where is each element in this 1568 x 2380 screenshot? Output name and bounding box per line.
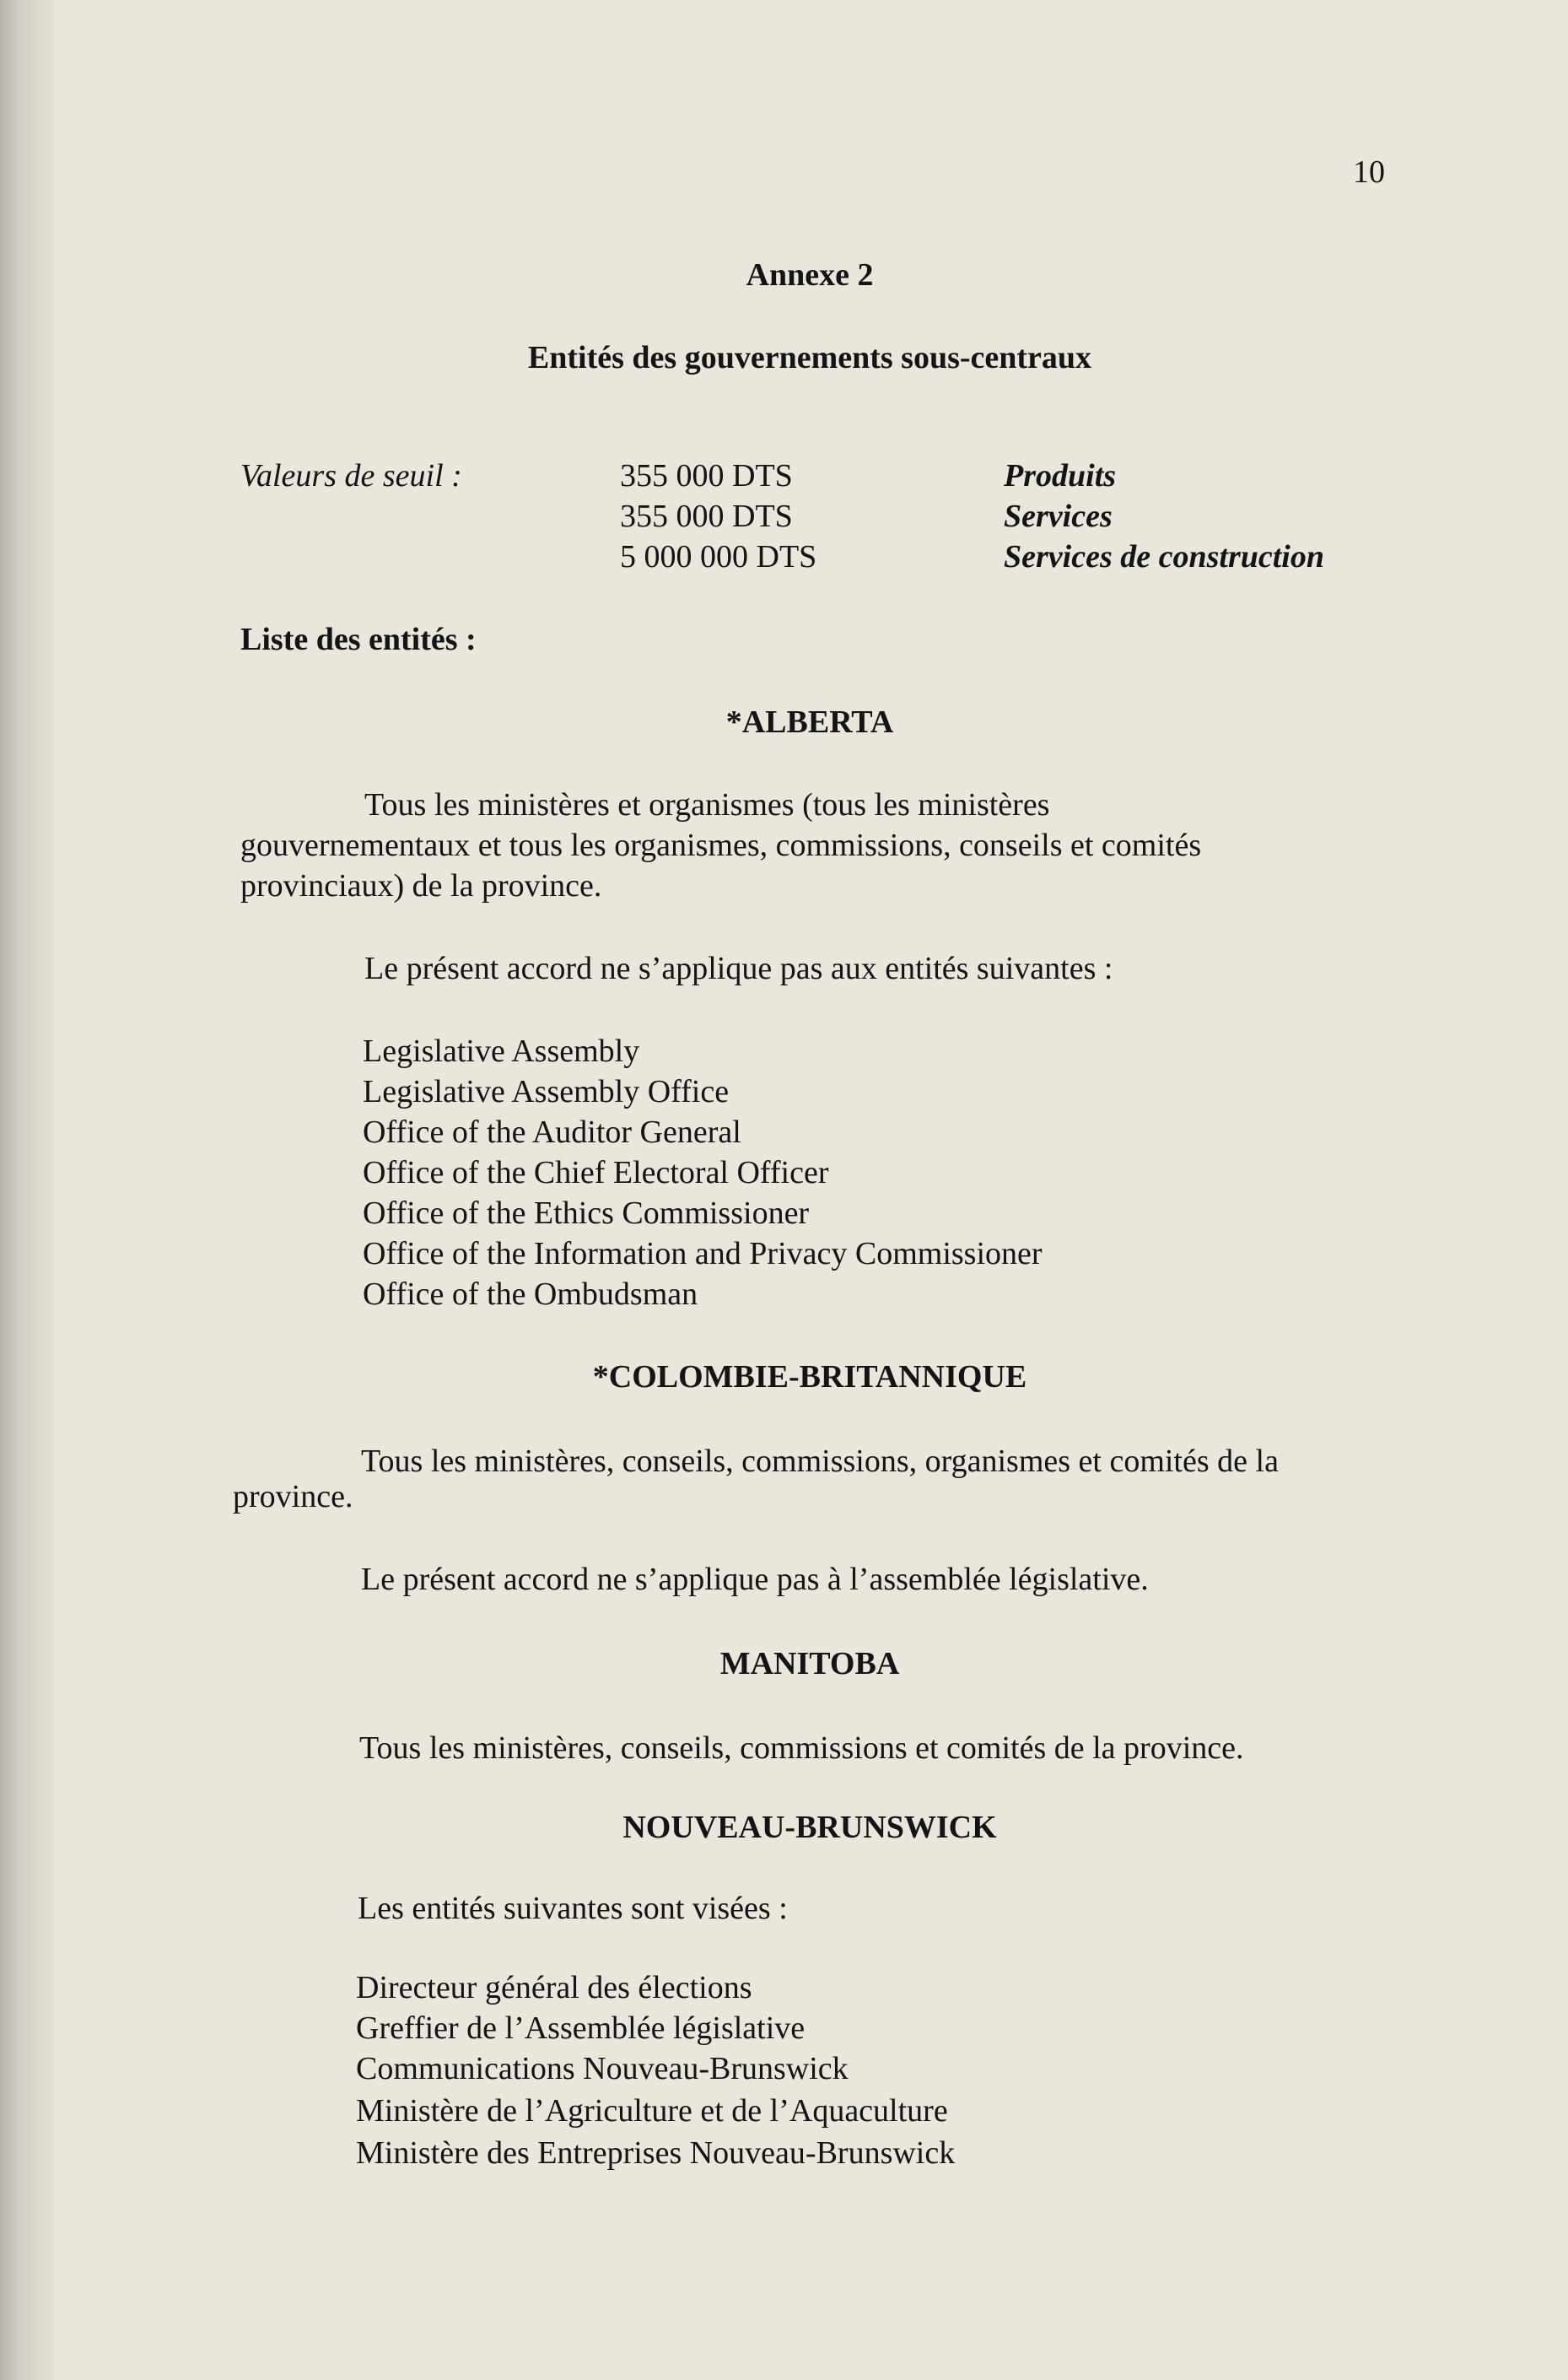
annex-subtitle: Entités des gouvernements sous-centraux — [527, 340, 1092, 375]
cb-exclusion-statement: Le présent accord ne s’applique pas à l’assemblée législative. — [361, 1562, 1149, 1597]
nb-entity-item: Greffier de l’Assemblée législative — [356, 2010, 806, 2046]
threshold-label: Valeurs de seuil : — [240, 458, 462, 494]
alberta-paragraph-line: gouvernementaux et tous les organismes, commissions, conseils et comités — [240, 828, 1202, 863]
section-heading-alberta: *ALBERTA — [725, 704, 894, 740]
cb-paragraph-line: province. — [233, 1479, 353, 1514]
alberta-exclusion-item: Legislative Assembly Office — [363, 1074, 730, 1109]
alberta-exclusion-item: Office of the Chief Electoral Officer — [363, 1155, 829, 1190]
alberta-exclusion-item: Legislative Assembly — [363, 1033, 640, 1069]
section-heading-colombie-britannique: *COLOMBIE-BRITANNIQUE — [592, 1359, 1027, 1395]
nb-entity-item: Ministère de l’Agriculture et de l’Aquaculture — [356, 2093, 948, 2129]
alberta-exclusion-item: Office of the Information and Privacy Commissioner — [363, 1236, 1043, 1271]
cb-paragraph-line: Tous les ministères, conseils, commissions, organismes et comités de la — [361, 1444, 1279, 1479]
threshold-amount: 355 000 DTS — [620, 499, 793, 534]
section-heading-nouveau-brunswick: NOUVEAU-BRUNSWICK — [622, 1810, 997, 1845]
threshold-amount: 355 000 DTS — [620, 458, 793, 494]
entities-heading: Liste des entités : — [240, 622, 477, 657]
nb-intro: Les entités suivantes sont visées : — [358, 1891, 788, 1926]
alberta-exclusion-item: Office of the Ethics Commissioner — [363, 1195, 810, 1231]
nb-entity-item: Directeur général des élections — [356, 1970, 752, 2005]
nb-entity-item: Ministère des Entreprises Nouveau-Brunswick — [356, 2135, 956, 2171]
threshold-amount: 5 000 000 DTS — [620, 539, 817, 575]
alberta-paragraph-line: Tous les ministères et organismes (tous les ministères — [364, 787, 1050, 823]
threshold-category: Services de construction — [1004, 539, 1324, 575]
threshold-category: Produits — [1004, 458, 1117, 494]
page-number: 10 — [1353, 154, 1385, 190]
manitoba-paragraph: Tous les ministères, conseils, commissions et comités de la province. — [359, 1730, 1244, 1766]
nb-entity-item: Communications Nouveau-Brunswick — [356, 2051, 849, 2086]
threshold-category: Services — [1004, 499, 1113, 534]
section-heading-manitoba: MANITOBA — [719, 1646, 900, 1681]
annex-title: Annexe 2 — [746, 257, 874, 293]
alberta-exclusion-item: Office of the Auditor General — [363, 1114, 741, 1150]
alberta-exclusion-intro: Le présent accord ne s’applique pas aux entités suivantes : — [364, 951, 1113, 986]
alberta-paragraph-line: provinciaux) de la province. — [240, 868, 602, 904]
alberta-exclusion-item: Office of the Ombudsman — [363, 1276, 698, 1312]
